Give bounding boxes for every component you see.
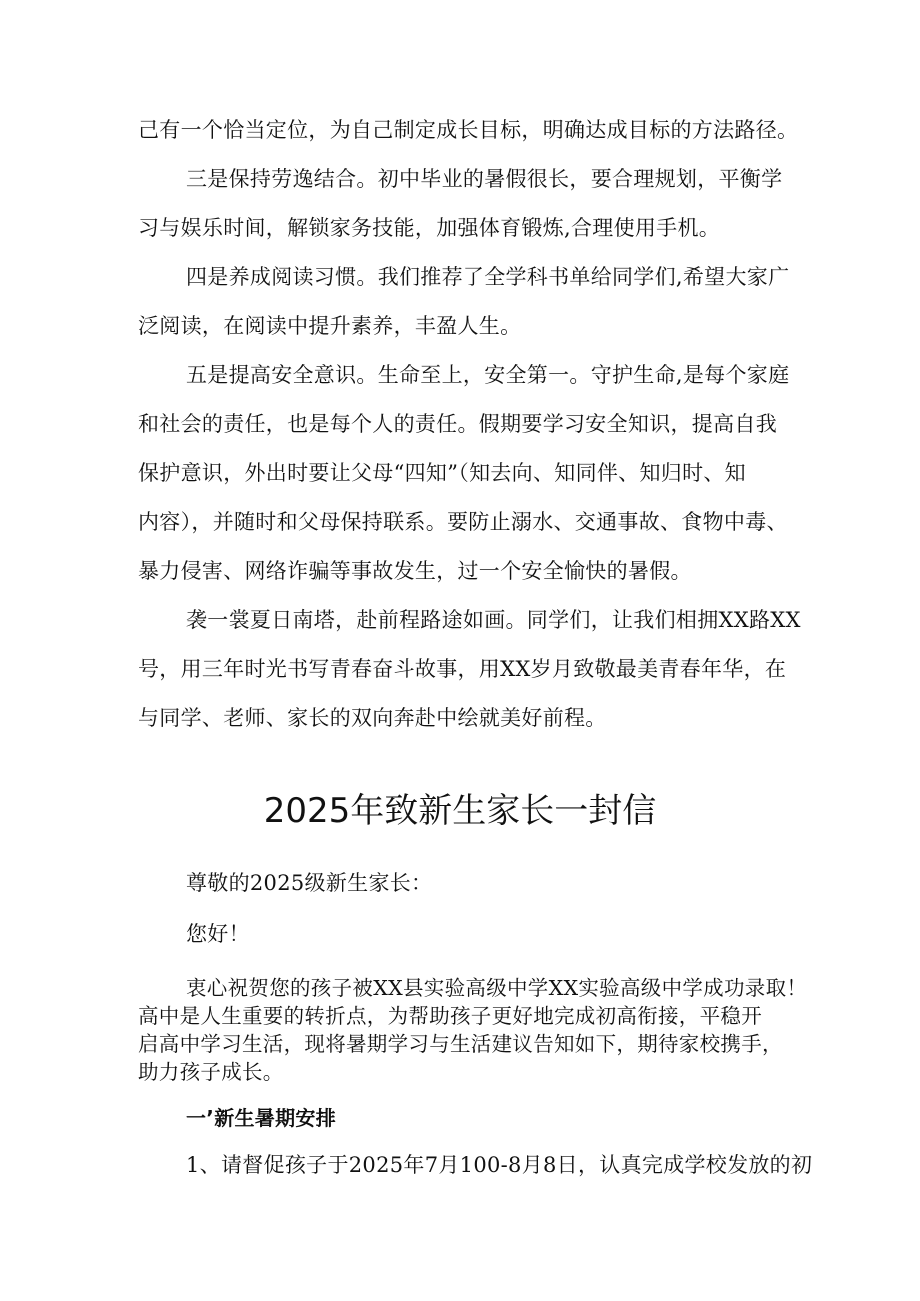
paragraph-line: 三是保持劳逸结合。初中毕业的暑假很长，要合理规划，平衡学 (186, 167, 783, 191)
paragraph-line: 与同学、老师、家长的双向奔赴中绘就美好前程。 (138, 706, 607, 730)
paragraph-line: 助力孩子成长。 (138, 1060, 284, 1084)
section-heading: 一’新生暑期安排 (186, 1106, 336, 1130)
paragraph-line: 四是养成阅读习惯。我们推荐了全学科书单给同学们,希望大家广 (186, 265, 790, 289)
paragraph-line: 和社会的责任，也是每个人的责任。假期要学习安全知识，提高自我 (138, 412, 777, 436)
paragraph-line: 五是提高安全意识。生命至上，安全第一。守护生命,是每个家庭 (186, 363, 790, 387)
paragraph-line: 袭一裳夏日南塔，赴前程路途如画。同学们，让我们相拥XX路XX (186, 608, 801, 632)
paragraph-line: 暴力侵害、网络诈骗等事故发生，过一个安全愉快的暑假。 (138, 559, 692, 583)
paragraph-line: 习与娱乐时间，解锁家务技能，加强体育锻炼,合理使用手机。 (138, 216, 721, 240)
paragraph-line: 高中是人生重要的转折点，为帮助孩子更好地完成初高衔接，平稳开 (138, 1004, 762, 1028)
paragraph-line: 启高中学习生活，现将暑期学习与生活建议告知如下，期待家校携手， (138, 1032, 783, 1056)
list-item: 1、请督促孩子于2025年7月100-8月8日，认真完成学校发放的初 (186, 1153, 813, 1177)
paragraph-line: 内容），并随时和父母保持联系。要防止溺水、交通事故、食物中毒、 (138, 510, 788, 534)
letter-salutation: 尊敬的2025级新生家长： (186, 871, 433, 895)
paragraph-line: 泛阅读，在阅读中提升素养，丰盈人生。 (138, 314, 522, 338)
paragraph-line: 己有一个恰当定位，为自己制定成长目标，明确达成目标的方法路径。 (138, 118, 799, 142)
paragraph-line: 号，用三年时光书写青春奋斗故事，用XX岁月致敬最美青春年华，在 (138, 657, 787, 681)
paragraph-line: 衷心祝贺您的孩子被XX县实验高级中学XX实验高级中学成功录取！ (186, 976, 808, 1000)
paragraph-line: 保护意识，外出时要让父母“四知”（知去向、知同伴、知归时、知 (138, 461, 746, 485)
letter-greeting: 您好！ (186, 922, 250, 946)
letter-title: 2025年致新生家长一封信 (263, 791, 657, 831)
